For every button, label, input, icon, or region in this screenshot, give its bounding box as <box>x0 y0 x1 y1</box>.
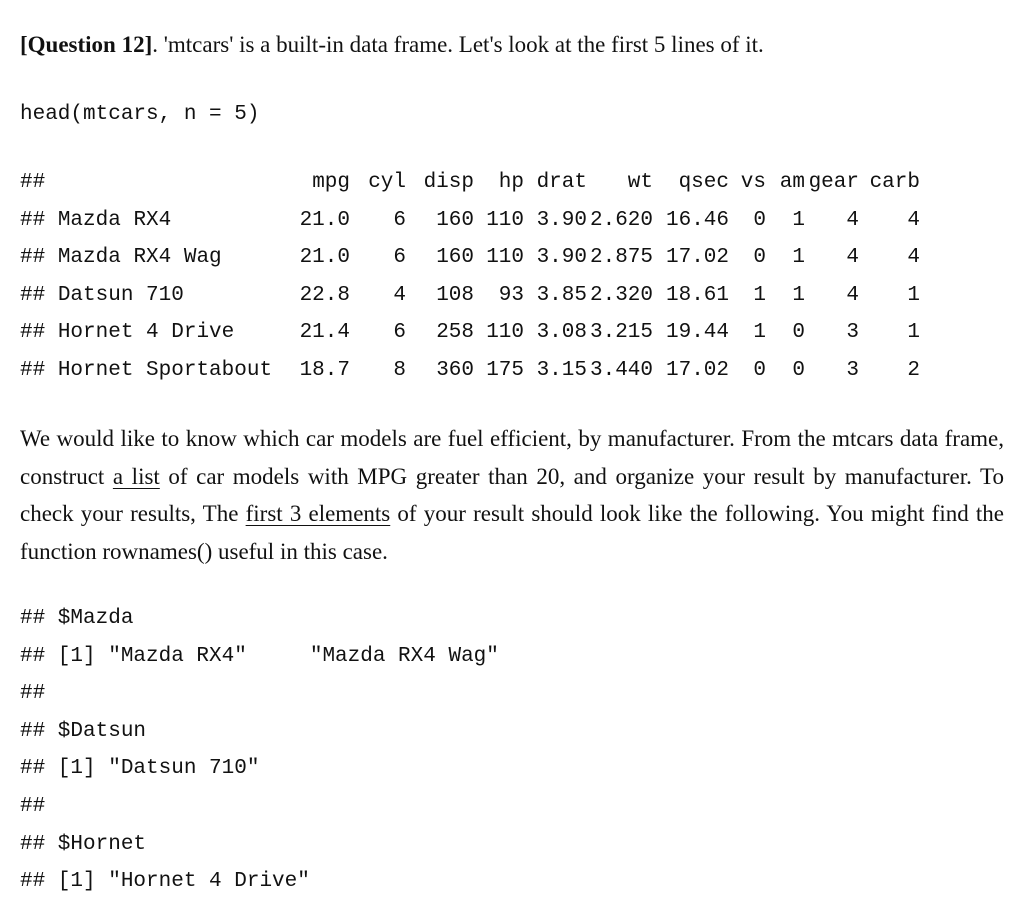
table-cell: 1 <box>907 283 920 307</box>
question-label: [Question 12] <box>20 32 153 57</box>
table-row <box>20 314 920 352</box>
output-line: ## [1] "Datsun 710" <box>20 757 260 781</box>
table-cell: 175 <box>486 358 524 382</box>
table-cell: 4 <box>846 283 859 307</box>
table-cell: 17.02 <box>665 358 729 382</box>
table-cell: 8 <box>393 358 406 382</box>
table-cell: 16.46 <box>665 208 729 232</box>
table-cell: 0 <box>753 358 766 382</box>
table-cell: 3.85 <box>536 283 587 307</box>
row-name <box>20 352 290 390</box>
car-model-name: Hornet Sportabout <box>57 358 273 382</box>
row-prefix: ## <box>20 283 46 307</box>
mtcars-head-table <box>20 164 920 390</box>
table-row <box>20 277 920 315</box>
instructions-paragraph <box>20 420 1004 570</box>
output-line: ## [1] "Hornet 4 Drive" <box>20 870 310 894</box>
table-cell: 18.61 <box>665 283 729 307</box>
table-header-row <box>20 164 920 202</box>
table-cell: 3.90 <box>536 208 587 232</box>
paragraph-text: of car models with MPG greater than 20, and organize your result by manufacturer. To check your results, The <box>20 463 1004 527</box>
table-cell: 17.02 <box>665 246 729 270</box>
table-cell: 0 <box>753 246 766 270</box>
code-call: head(mtcars, n = 5) <box>20 103 260 126</box>
table-cell: 93 <box>498 283 524 307</box>
output-line: ## [1] "Mazda RX4" "Mazda RX4 Wag" <box>20 644 499 668</box>
row-prefix: ## <box>20 246 46 270</box>
table-cell: 1 <box>753 321 766 345</box>
row-name <box>20 277 290 315</box>
paragraph-text: of your result should look like the following. You might find the function rownames() useful in this case. <box>20 501 1004 564</box>
header-prefix: ## <box>20 171 46 194</box>
row-name <box>20 239 290 277</box>
table-cell: 6 <box>393 321 406 345</box>
expected-result-output <box>20 600 499 901</box>
table-cell: 4 <box>907 246 920 270</box>
row-prefix: ## <box>20 208 46 232</box>
table-row <box>20 352 920 390</box>
table-cell: 3.440 <box>589 358 653 382</box>
table-cell: 4 <box>393 283 406 307</box>
row-prefix: ## <box>20 358 46 382</box>
table-cell: 21.4 <box>299 321 350 345</box>
table-cell: 258 <box>436 321 474 345</box>
column-header: gear <box>808 171 859 194</box>
table-cell: 4 <box>846 246 859 270</box>
table-cell: 3 <box>846 358 859 382</box>
table-cell: 1 <box>792 283 805 307</box>
table-cell: 6 <box>393 246 406 270</box>
table-row <box>20 239 920 277</box>
table-cell: 3.15 <box>536 358 587 382</box>
table-cell: 160 <box>436 246 474 270</box>
column-header: qsec <box>678 171 729 194</box>
table-cell: 21.0 <box>299 246 350 270</box>
question-intro: . 'mtcars' is a built-in data frame. Let's look at the first 5 lines of it. <box>152 32 764 57</box>
table-cell: 1 <box>753 283 766 307</box>
table-cell: 2.320 <box>589 283 653 307</box>
table-cell: 2.620 <box>589 208 653 232</box>
underlined-phrase: a list <box>112 463 160 489</box>
column-header: carb <box>869 171 920 194</box>
table-cell: 1 <box>792 246 805 270</box>
table-cell: 2 <box>907 358 920 382</box>
table-cell: 3.90 <box>536 246 587 270</box>
table-cell: 4 <box>846 208 859 232</box>
table-cell: 21.0 <box>299 208 350 232</box>
column-header: mpg <box>312 171 350 194</box>
car-model-name: Mazda RX4 Wag <box>57 246 222 270</box>
output-line: ## $Datsun <box>20 719 147 743</box>
row-name <box>20 314 290 352</box>
row-prefix: ## <box>20 321 46 345</box>
column-header: vs <box>740 171 766 194</box>
column-header: disp <box>423 171 474 194</box>
column-header: drat <box>536 171 587 194</box>
column-header: wt <box>627 171 653 194</box>
output-line: ## <box>20 682 46 706</box>
table-cell: 3.08 <box>536 321 587 345</box>
table-cell: 1 <box>792 208 805 232</box>
table-cell: 3 <box>846 321 859 345</box>
table-cell: 19.44 <box>665 321 729 345</box>
output-line: ## $Mazda <box>20 607 134 630</box>
table-row <box>20 202 920 240</box>
output-line: ## $Hornet <box>20 832 147 856</box>
table-cell: 2.875 <box>589 246 653 270</box>
table-cell: 0 <box>753 208 766 232</box>
table-cell: 360 <box>436 358 474 382</box>
question-heading <box>20 30 1010 60</box>
column-header: cyl <box>368 171 406 194</box>
table-cell: 1 <box>907 321 920 345</box>
row-name <box>20 202 290 240</box>
paragraph-text: We would like to know which car models are fuel efficient, by manufacturer. From the mtcars data frame, construct <box>20 426 1004 489</box>
table-body <box>20 202 920 390</box>
table-cell: 108 <box>436 283 474 307</box>
car-model-name: Hornet 4 Drive <box>57 321 235 345</box>
table-cell: 18.7 <box>299 358 350 382</box>
underlined-phrase: first 3 elements <box>245 501 391 527</box>
table-cell: 3.215 <box>589 321 653 345</box>
car-model-name: Mazda RX4 <box>57 208 172 232</box>
table-cell: 0 <box>792 358 805 382</box>
output-line: ## <box>20 794 46 818</box>
table-cell: 22.8 <box>299 283 350 307</box>
table-cell: 6 <box>393 208 406 232</box>
table-cell: 160 <box>436 208 474 232</box>
column-header: am <box>779 171 805 194</box>
table-cell: 4 <box>907 208 920 232</box>
table-cell: 110 <box>486 321 524 345</box>
table-cell: 110 <box>486 208 524 232</box>
table-cell: 0 <box>792 321 805 345</box>
car-model-name: Datsun 710 <box>57 283 184 307</box>
table-cell: 110 <box>486 246 524 270</box>
column-header: hp <box>498 171 524 194</box>
